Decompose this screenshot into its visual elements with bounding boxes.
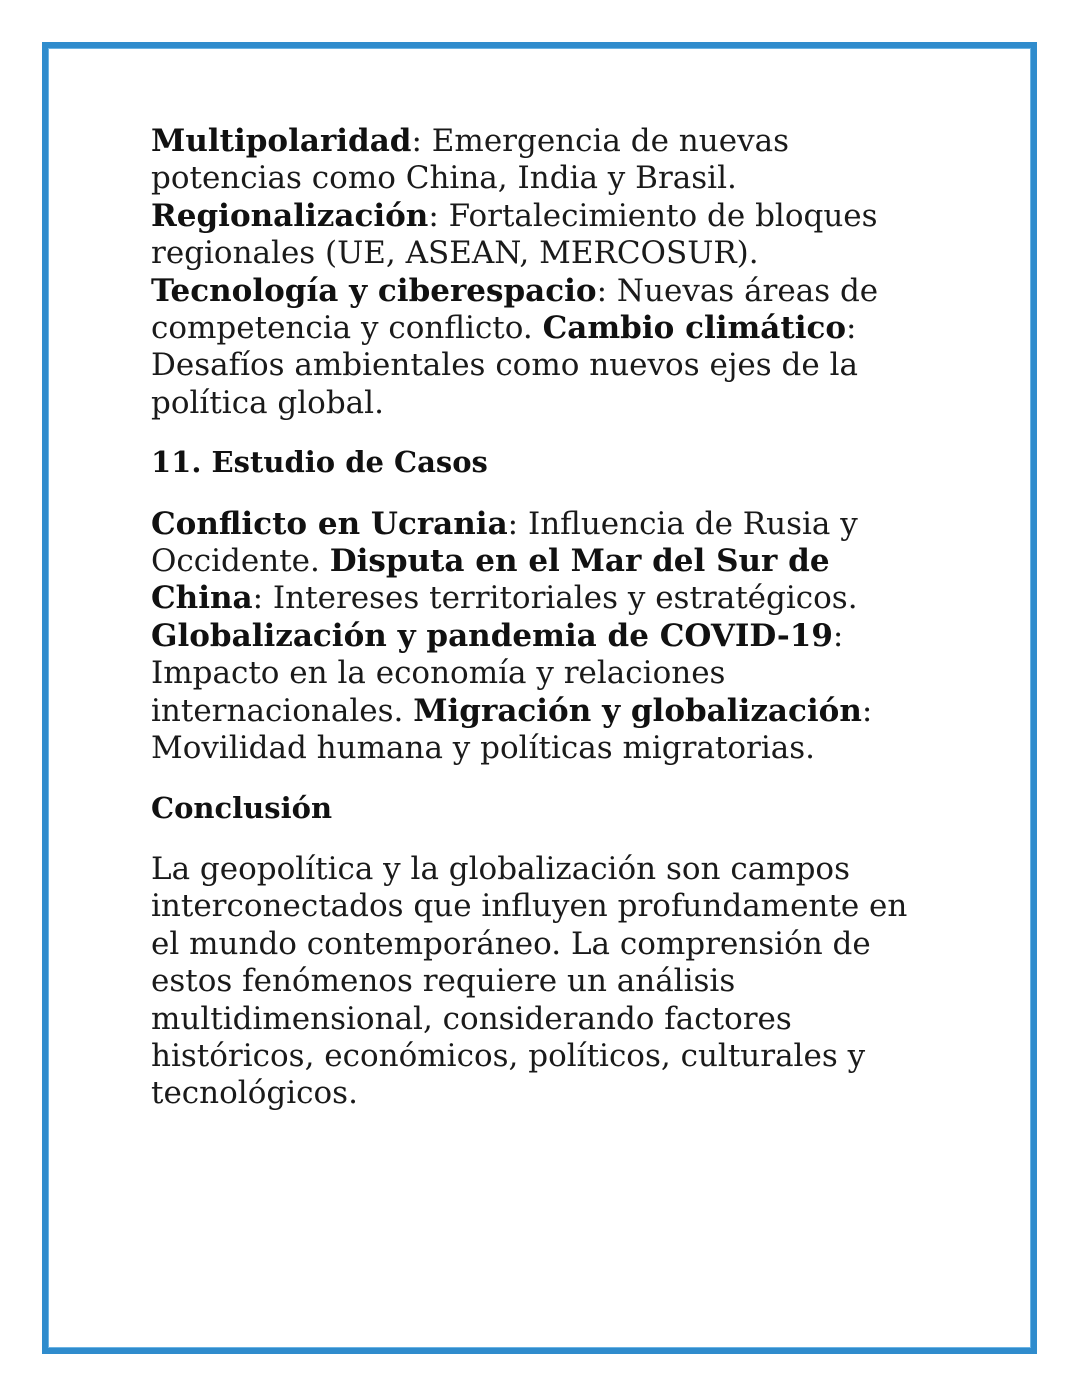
- term-regionalizacion: Regionalización: [151, 197, 429, 234]
- desc-multipolaridad: : Emergencia de nuevas potencias como China, India y Brasil.: [151, 123, 789, 197]
- desc-cambio-climatico: : Desafíos ambientales como nuevos ejes de la política global.: [151, 310, 858, 421]
- term-covid: Globalización y pandemia de COVID-19: [151, 617, 833, 654]
- conclusion-paragraph: La geopolítica y la globalización son campos interconectados que influyen profundamente en el mundo contemporáneo. La comprensión de estos fenómenos requiere un análisis multidimensional, considerando factores históricos, económicos, políticos, culturales y tecnológicos.: [151, 850, 908, 1112]
- desc-mar-sur-china: : Intereses territoriales y estratégicos.: [252, 580, 858, 617]
- desc-regionalizacion: : Fortalecimiento de bloques regionales (UE, ASEAN, MERCOSUR).: [151, 197, 878, 272]
- section-heading-conclusion: Conclusión: [151, 790, 333, 825]
- desc-migracion: : Movilidad humana y políticas migratorias.: [151, 692, 873, 767]
- term-ucrania: Conflicto en Ucrania: [151, 505, 508, 542]
- term-multipolaridad: Multipolaridad: [151, 123, 412, 159]
- term-tecnologia: Tecnología y ciberespacio: [151, 272, 597, 309]
- term-mar-sur-china: Disputa en el Mar del Sur de China: [151, 543, 830, 617]
- desc-tecnologia: : Nuevas áreas de competencia y conflicto.: [151, 272, 879, 347]
- trends-paragraph: [151, 123, 941, 422]
- desc-ucrania: : Influencia de Rusia y Occidente.: [151, 505, 858, 580]
- document-content: [151, 123, 941, 1113]
- term-migracion: Migración y globalización: [413, 692, 862, 729]
- desc-covid: : Impacto en la economía y relaciones internacionales.: [151, 617, 844, 729]
- term-cambio-climatico: Cambio climático: [542, 310, 847, 347]
- section-heading-case-studies: 11. Estudio de Casos: [151, 445, 488, 480]
- case-studies-paragraph: [151, 506, 941, 768]
